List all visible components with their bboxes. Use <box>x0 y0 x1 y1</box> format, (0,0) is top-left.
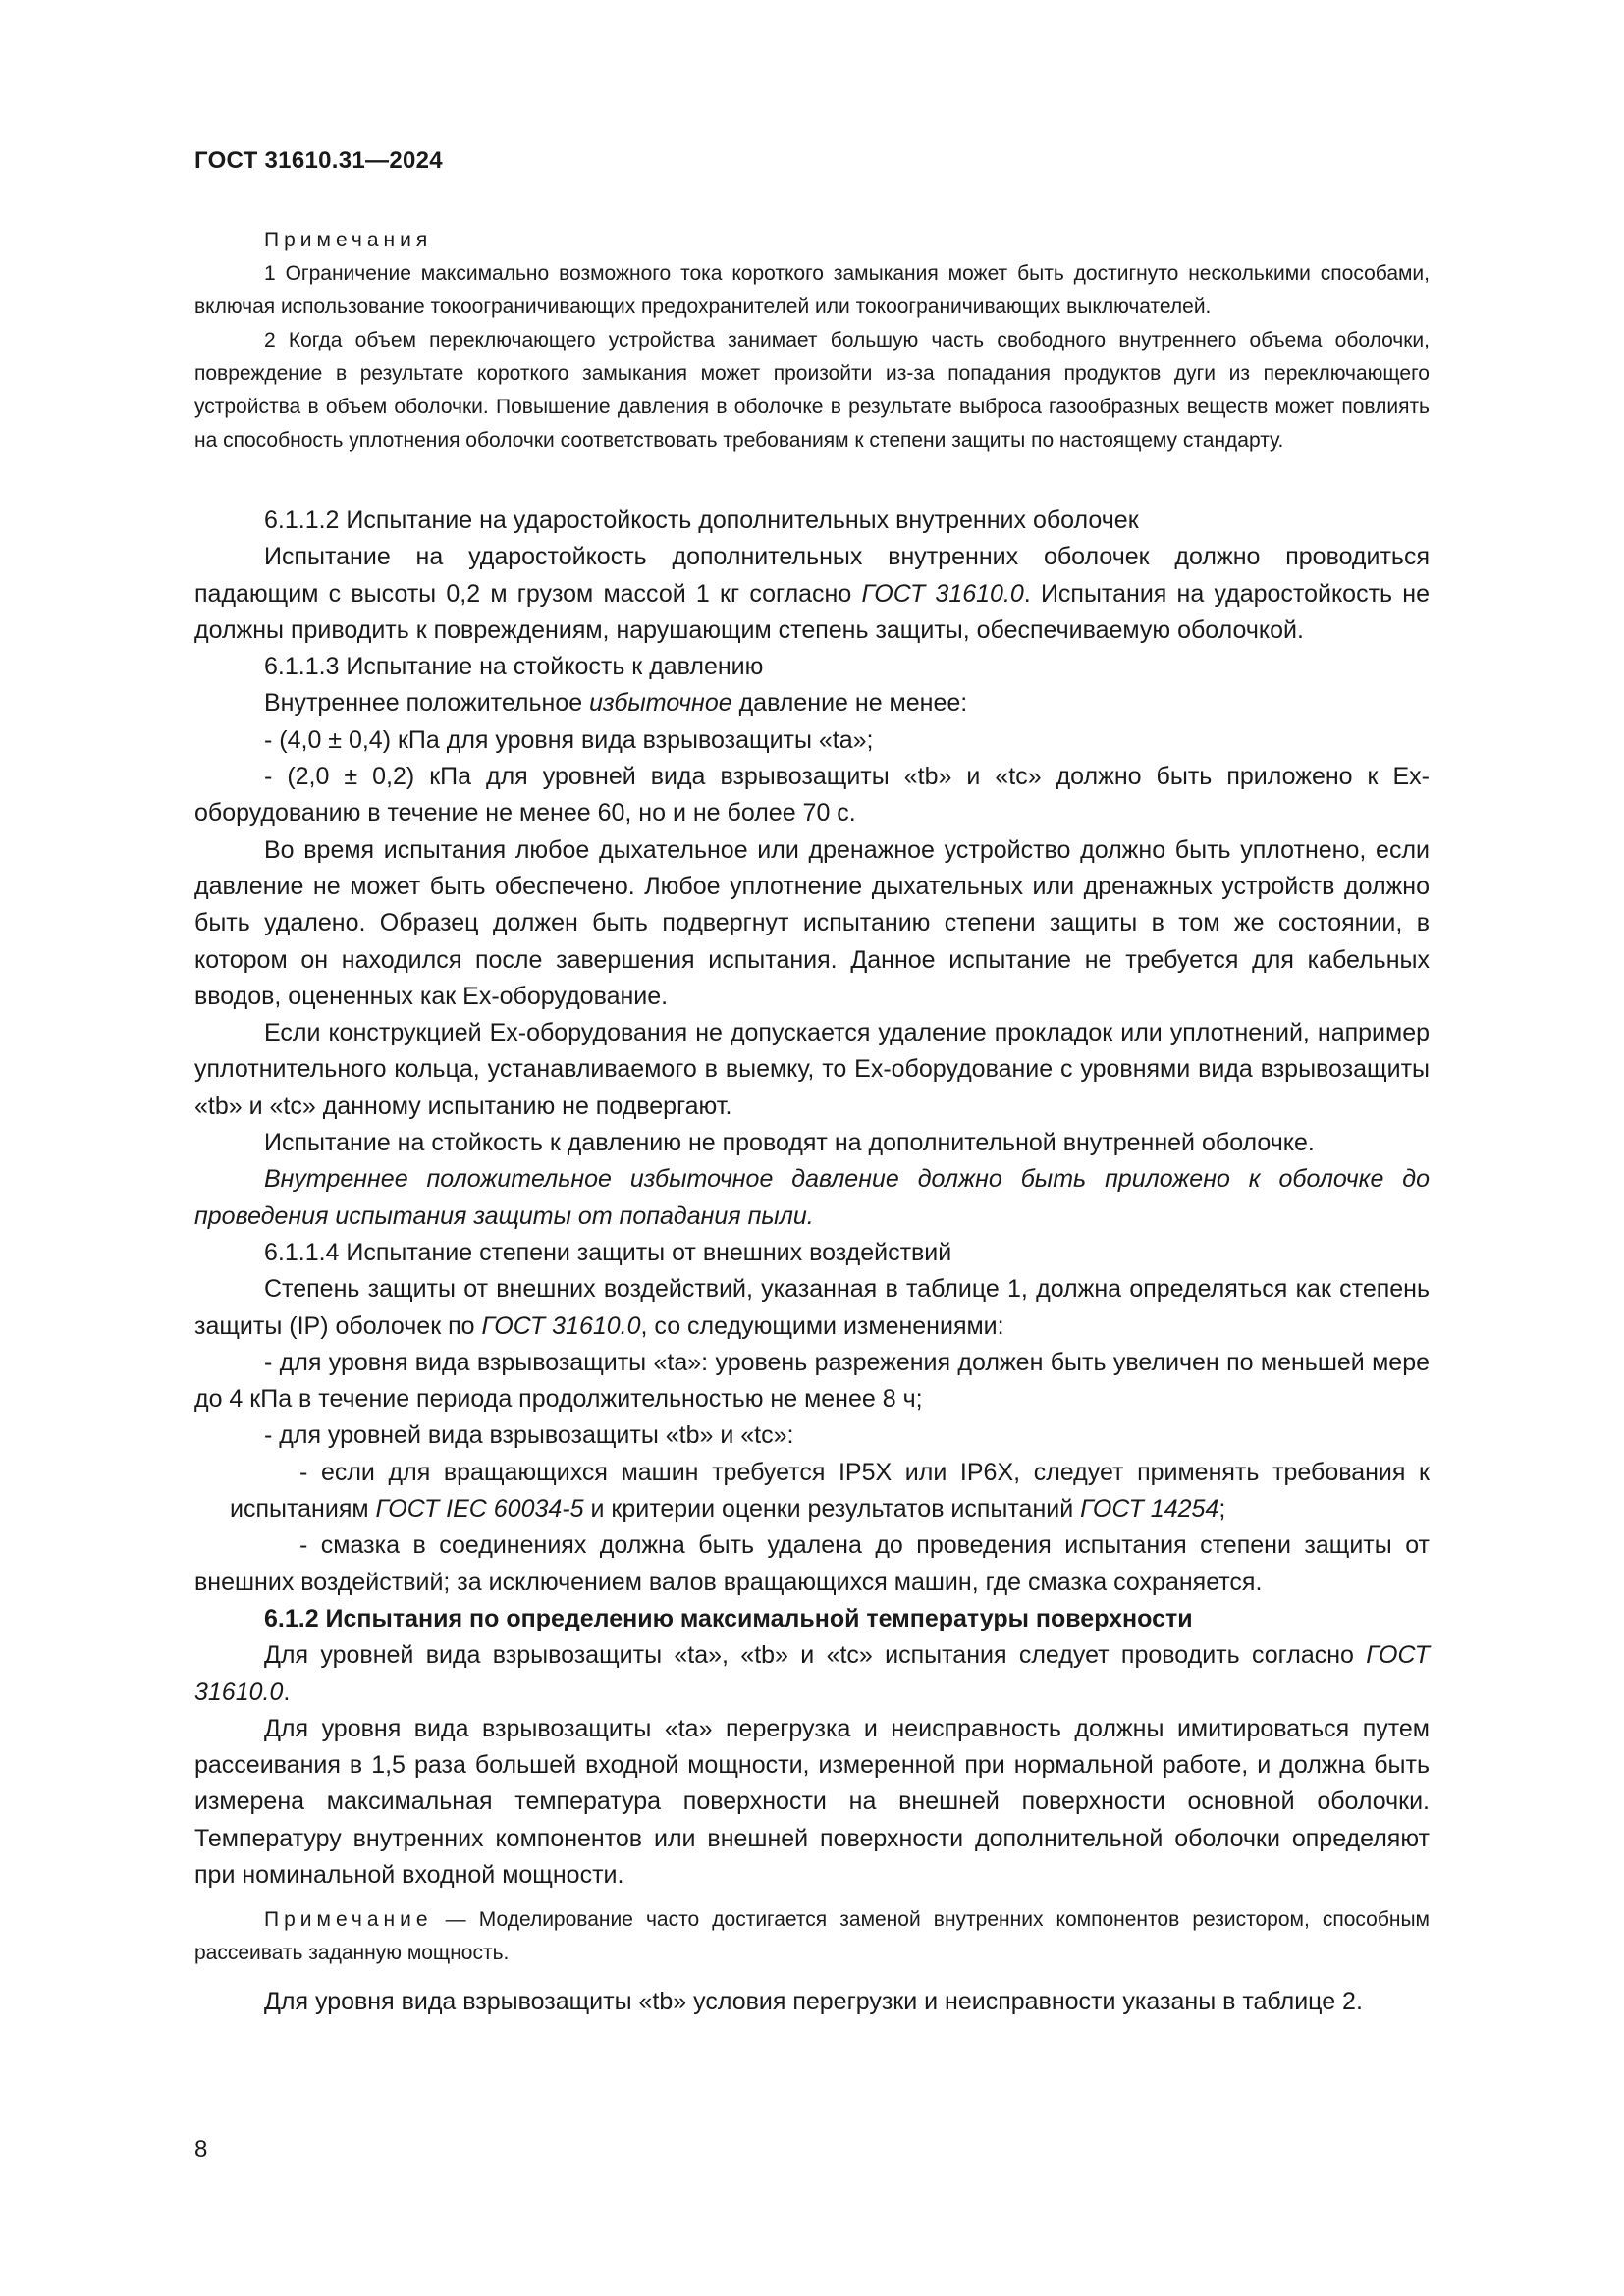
paragraph: Если конструкцией Ex-оборудования не допускается удаление прокладок или уплотнений, например уплотнительного кольца, устанавливаемого в выемку, то Ex-оборудование с уровнями вида взрывозащиты «tb» и «tc» данному испытанию не подвергают. <box>194 1019 1430 1120</box>
note: Примечание — Моделирование часто достигается заменой внутренних компонентов резистором, способным рассеивать заданную мощность. <box>194 1908 1430 1965</box>
paragraph: Для уровней вида взрывозащиты «ta», «tb» и «tc» испытания следует проводить согласно ГОСТ 31610.0. <box>194 1641 1430 1706</box>
standard-reference: ГОСТ 31610.0 <box>194 1641 1430 1706</box>
paragraph: Испытание на ударостойкость дополнительных внутренних оболочек должно проводиться падающим с высоты 0,2 м грузом массой 1 кг согласно ГОСТ 31610.0. Испытания на ударостойкость не должны приводить к повреждениям, нарушающим степень защиты, обеспечиваемую оболочкой. <box>194 543 1430 644</box>
standard-reference: ГОСТ 31610.0 <box>481 1311 641 1340</box>
section-heading-612: 6.1.2 Испытания по определению максимальной температуры поверхности <box>264 1604 1193 1632</box>
section-heading-6112: 6.1.1.2 Испытание на ударостойкость дополнительных внутренних оболочек <box>264 507 1139 534</box>
note-label: Примечание <box>264 1908 433 1932</box>
list-item: - (4,0 ± 0,4) кПа для уровня вида взрывозащиты «ta»; <box>264 725 874 754</box>
paragraph: Испытание на стойкость к давлению не проводят на дополнительной внутренней оболочке. <box>264 1129 1315 1157</box>
sub-list-item: - смазка в соединениях должна быть удалена до проведения испытания степени защиты от внешних воздействий; за исключением валов вращающихся машин, где смазка сохраняется. <box>194 1531 1430 1596</box>
paragraph: Во время испытания любое дыхательное или дренажное устройство должно быть уплотнено, если давление не может быть обеспечено. Любое уплотнение дыхательных или дренажных устройств должно быть удалено. Образец должен быть подвергнут испытанию степени защиты в том же состоянии, в котором он находился после завершения испытания. Данное испытание не требуется для кабельных вводов, оцененных как Ex-оборудование. <box>194 835 1430 1010</box>
paragraph: Для уровня вида взрывозащиты «tb» условия перегрузки и неисправности указаны в таблице 2. <box>264 1988 1363 2016</box>
list-item: - для уровней вида взрывозащиты «tb» и «tc»: <box>264 1421 794 1450</box>
document-header: ГОСТ 31610.31—2024 <box>194 147 443 174</box>
standard-reference: ГОСТ 31610.0 <box>861 579 1024 608</box>
list-item: - (2,0 ± 0,2) кПа для уровней вида взрывозащиты «tb» и «tc» должно быть приложено к Ex-оборудованию в течение не менее 60, но и не более 70 с. <box>194 763 1430 828</box>
note-2: 2 Когда объем переключающего устройства занимает большую часть свободного внутреннего объема оболочки, повреждение в результате короткого замыкания может произойти из-за попадания продуктов дуги из переключающего устройства в объем оболочки. Повышение давления в оболочке в результате выброса газообразных веществ может повлиять на способность уплотнения оболочки соответствовать требованиям к степени защиты по настоящему стандарту. <box>194 329 1430 452</box>
section-heading-6113: 6.1.1.3 Испытание на стойкость к давлению <box>264 653 764 681</box>
italic-paragraph: Внутреннее положительное избыточное давление должно быть приложено к оболочке до проведения испытания защиты от попадания пыли. <box>194 1165 1430 1230</box>
section-heading-6114: 6.1.1.4 Испытание степени защиты от внешних воздействий <box>264 1238 952 1266</box>
notes-block <box>194 224 1430 457</box>
notes-title: Примечания <box>264 229 433 251</box>
paragraph: Для уровня вида взрывозащиты «ta» перегрузка и неисправность должны имитироваться путем рассеивания в 1,5 раза большей входной мощности, измеренной при нормальной работе, и должна быть измерена максимальная температура поверхности на внешней поверхности основной оболочки. Температуру внутренних компонентов или внешней поверхности дополнительной оболочки определяют при номинальной входной мощности. <box>194 1714 1430 1889</box>
sub-list-item: - если для вращающихся машин требуется IP5X или IP6X, следует применять требования к испытаниям ГОСТ IEC 60034-5 и критерии оценки результатов испытаний ГОСТ 14254; <box>230 1458 1430 1523</box>
paragraph: Внутреннее положительное избыточное давление не менее: <box>264 689 968 718</box>
page-number: 8 <box>194 2136 208 2163</box>
note-1: 1 Ограничение максимально возможного тока короткого замыкания может быть достигнуто несколькими способами, включая использование токоограничивающих предохранителей или токоограничивающих выключателей. <box>194 262 1430 318</box>
paragraph: Степень защиты от внешних воздействий, указанная в таблице 1, должна определяться как степень защиты (IP) оболочек по ГОСТ 31610.0, со следующими изменениями: <box>194 1275 1430 1340</box>
document-body <box>194 503 1430 2021</box>
list-item: - для уровня вида взрывозащиты «ta»: уровень разрежения должен быть увеличен по меньшей мере до 4 кПа в течение периода продолжительностью не менее 8 ч; <box>194 1348 1430 1414</box>
